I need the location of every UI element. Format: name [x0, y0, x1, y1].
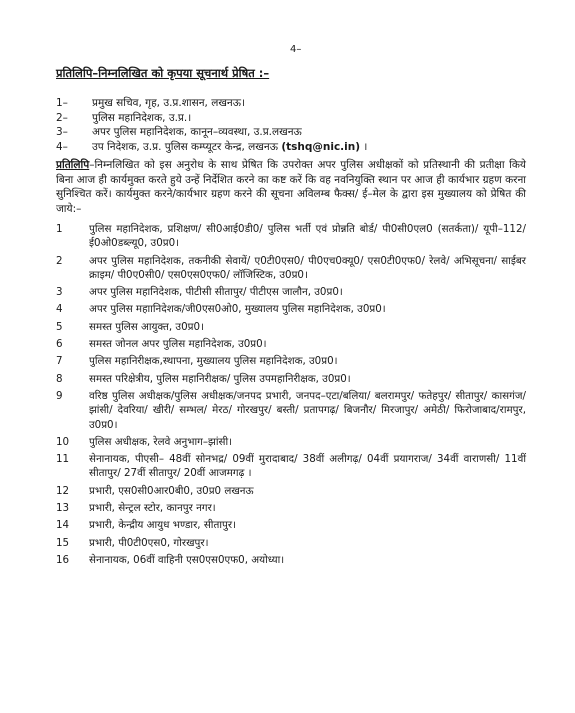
list-item — [56, 285, 526, 299]
item-text: पुलिस महानिदेशक, उ.प्र.। — [92, 111, 192, 124]
item-text: अपर पुलिस महानिदेशक, पीटीसी सीतापुर/ पीटीएस जालौन, उ0प्र0। — [89, 286, 343, 299]
item-text: पुलिस महानिदेशक, प्रशिक्षण/ सी0आई0डी0/ पुलिस भर्ती एवं प्रोन्नति बोर्ड/ पी0सी0एल0 (सतर्कता)/ यूपी–112/ ई0ओ0डब्ल्यू0, उ0प्र0। — [89, 223, 526, 250]
item-number: 11 — [56, 453, 70, 466]
item-number: 7 — [56, 355, 63, 368]
list-item — [56, 320, 526, 334]
list-item — [56, 372, 526, 386]
item-number: 1– — [56, 97, 68, 109]
list-item — [56, 111, 526, 126]
list-item — [56, 518, 526, 532]
list-item — [56, 501, 526, 515]
item-number: 3– — [56, 126, 68, 138]
list-item — [56, 536, 526, 550]
list-item — [56, 452, 526, 481]
item-number: 9 — [56, 389, 63, 402]
item-text: अपर पुलिस महानिदेशक, कानून–व्यवस्था, उ.प्र.लखनऊ — [92, 126, 302, 138]
paragraph-lead: प्रतिलिपि — [56, 159, 90, 171]
list-item — [56, 140, 526, 155]
item-text-tail: । — [363, 140, 368, 153]
item-text: प्रमुख सचिव, गृह, उ.प्र.शासन, लखनऊ। — [92, 97, 245, 109]
item-text: प्रभारी, पी0टी0एस0, गोरखपुर। — [89, 536, 209, 549]
paragraph-text: –निम्नलिखित को इस अनुरोध के साथ प्रेषित कि उपरोक्त अपर पुलिस अधीक्षकों को प्रतिस्थानी की प्रतीक्षा किये बिना आज ही कार्यमुक्त करते हुये उन्हें निर्देशित करने का कष्ट करें कि वह नवनियुक्ति स्थान पर आज ही कार्यभार ग्रहण करना सुनिश्चित करें। कार्यमुक्त करने/कार्यभार ग्रहण करने की सूचना अविलम्ब फैक्स/ ई–मेल के द्वारा इस मुख्यालय को प्रेषित की जाये:– — [56, 159, 526, 215]
list-item — [56, 389, 526, 432]
list-item — [56, 484, 526, 498]
instruction-paragraph — [56, 158, 526, 216]
item-number: 13 — [56, 502, 70, 515]
item-text: अपर पुलिस महानिदेशक, तकनीकी सेवायें/ ए0टी0एस0/ पी0एच0क्यू0/ एस0टी0एफ0/ रेलवे/ अभिसूचना/ साईबर क्राइम/ पी0ए0सी0/ एस0एस0एफ0/ लॉजिस्टिक, उ0प्र0। — [89, 254, 526, 281]
email-address: (tshq@nic.in) — [281, 140, 361, 153]
item-number: 12 — [56, 484, 70, 497]
item-text: प्रभारी, केन्द्रीय आयुध भण्डार, सीतापुर। — [89, 519, 236, 532]
item-number: 15 — [56, 536, 70, 549]
item-number: 14 — [56, 519, 70, 532]
item-text-main: उप निदेशक, उ.प्र. पुलिस कम्प्यूटर केन्द्र, लखनऊ — [92, 140, 278, 153]
item-text: समस्त पुलिस आयुक्त, उ0प्र0। — [89, 320, 204, 333]
item-text: प्रभारी, एस0सी0आर0बी0, उ0प्र0 लखनऊ — [89, 484, 254, 497]
item-number: 5 — [56, 320, 63, 333]
list-item — [56, 354, 526, 368]
item-number: 4 — [56, 303, 63, 316]
item-number: 2 — [56, 254, 63, 267]
item-text: प्रभारी, सेन्ट्रल स्टोर, कानपुर नगर। — [89, 502, 216, 515]
item-number: 10 — [56, 435, 70, 448]
list-item — [56, 553, 526, 567]
item-text: वरिष्ठ पुलिस अधीक्षक/पुलिस अधीक्षक/जनपद प्रभारी, जनपद–एटा/बलिया/ बलरामपुर/ फतेहपुर/ सीतापुर/ कासगंज/ झांसी/ देवरिया/ खीरी/ सम्भल/ मेरठ/ गोरखपुर/ बस्ती/ प्रतापगढ़/ बिजनौर/ मिरजापुर/ अमेठी/ फिरोजाबाद/रामपुर, उ0प्र0। — [89, 389, 526, 431]
item-number: 6 — [56, 338, 63, 351]
item-text: पुलिस अधीक्षक, रेलवे अनुभाग–झांसी। — [89, 435, 233, 448]
copy-recipient-list — [56, 222, 526, 570]
item-number: 8 — [56, 372, 63, 385]
list-item — [56, 254, 526, 283]
list-item — [56, 337, 526, 351]
item-number: 2– — [56, 111, 68, 124]
item-number: 1 — [56, 223, 63, 235]
page-number: 4– — [290, 44, 302, 55]
list-item — [56, 125, 526, 140]
item-text — [92, 140, 367, 155]
item-text: समस्त परिक्षेत्रीय, पुलिस महानिरीक्षक/ पुलिस उपमहानिरीक्षक, उ0प्र0। — [89, 372, 351, 385]
item-number: 3 — [56, 286, 63, 299]
item-text: सेनानायक, 06वीं वाहिनी एस0एस0एफ0, अयोध्या। — [89, 553, 285, 566]
list-item — [56, 96, 526, 111]
list-item — [56, 222, 526, 251]
item-number: 16 — [56, 553, 70, 566]
item-text: अपर पुलिस महाानिदेशक/जी0एस0ओ0, मुख्यालय पुलिस महानिदेशक, उ0प्र0। — [89, 303, 386, 316]
list-item — [56, 435, 526, 449]
info-recipient-list — [56, 96, 526, 154]
distribution-heading: प्रतिलिपि–निम्नलिखित को कृपया सूचनार्थ प्रेषित :– — [56, 66, 270, 80]
item-text: समस्त जोनल अपर पुलिस महानिदेशक, उ0प्र0। — [89, 338, 267, 351]
list-item — [56, 302, 526, 316]
item-text: पुलिस महानिरीक्षक,स्थापना, मुख्यालय पुलिस महानिदेशक, उ0प्र0। — [89, 355, 338, 368]
item-number: 4– — [56, 140, 68, 153]
item-text: सेनानायक, पीएसी– 48वीं सोनभद्र/ 09वीं मुरादाबाद/ 38वीं अलीगढ़/ 04वीं प्रयागराज/ 34वीं वाराणसी/ 11वीं सीतापुर/ 27वीं सीतापुर/ 20वीं आजमगढ़ । — [89, 453, 526, 480]
